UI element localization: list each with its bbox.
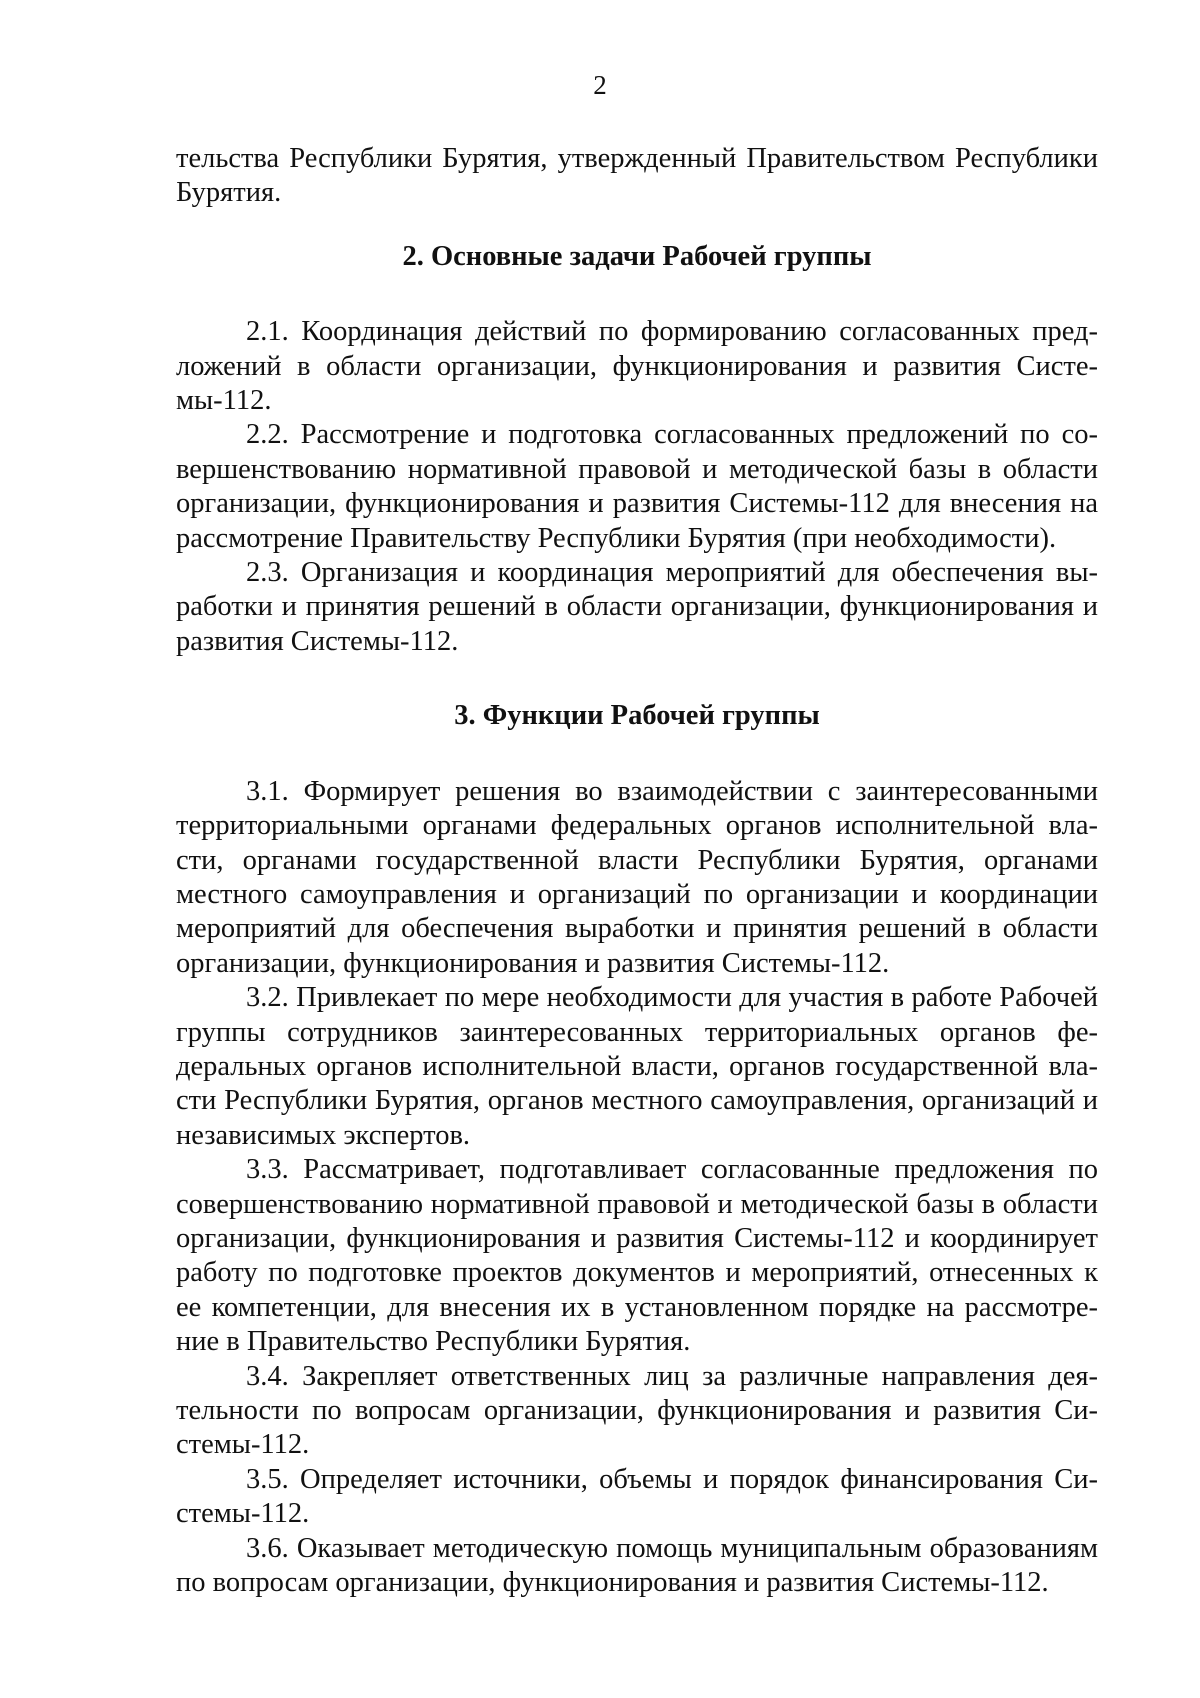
section-2-item-3: 2.3. Организация и координация мероприятий для обеспечения выработки и принятия решений в области организации, функционирования и развития Системы-112. <box>176 557 1098 657</box>
page-number: 2 <box>593 70 607 100</box>
section-2-heading: 2. Основные задачи Рабочей группы <box>402 240 872 272</box>
section-3-heading: 3. Функции Рабочей группы <box>454 700 820 732</box>
section-3-item-2: 3.2. Привлекает по мере необходимости для участия в работе Рабочей группы сотрудников заинтересованных территориальных органов федеральных органов исполнительной власти, органов государственной власти Республики Бурятия, органов местного самоуправления, организаций и независимых экспертов. <box>176 982 1098 1151</box>
document-body <box>176 142 1098 1600</box>
section-2-item-2: 2.2. Рассмотрение и подготовка согласованных предложений по совершенствованию нормативной правовой и методической базы в области организации, функционирования и развития Системы-112 для внесения на рассмотрение Правительству Республики Бурятия (при необходимости). <box>176 419 1098 554</box>
section-3-item-6: 3.6. Оказывает методическую помощь муниципальным образованиям по вопросам организации, функционирования и развития Системы-112. <box>176 1532 1098 1599</box>
section-3-item-4: 3.4. Закрепляет ответственных лиц за различные направления деятельности по вопросам организации, функционирования и развития Системы-112. <box>176 1360 1098 1461</box>
section-3-item-1: 3.1. Формирует решения во взаимодействии с заинтересованными территориальными органами федеральных органов исполнительной власти, органами государственной власти Республики Бурятия, органами местного самоуправления и организаций по организации и координации мероприятий для обеспечения выработки и принятия решений в области организации, функционирования и развития Системы-112. <box>176 775 1098 979</box>
section-3-item-5: 3.5. Определяет источники, объемы и порядок финансирования Системы-112. <box>176 1463 1098 1530</box>
intro-paragraph: тельства Республики Бурятия, утвержденный Правительством Республики Бурятия. <box>176 143 1098 209</box>
section-3-item-3: 3.3. Рассматривает, подготавливает согласованные предложения по совершенствованию нормативной правовой и методической базы в области организации, функционирования и развития Системы-112 и координирует работу по подготовке проектов документов и мероприятий, отнесенных к ее компетенции, для внесения их в установленном порядке на рассмотрение в Правительство Республики Бурятия. <box>176 1154 1098 1358</box>
section-2-item-1: 2.1. Координация действий по формированию согласованных предложений в области организации, функционирования и развития Системы-112. <box>176 316 1098 417</box>
